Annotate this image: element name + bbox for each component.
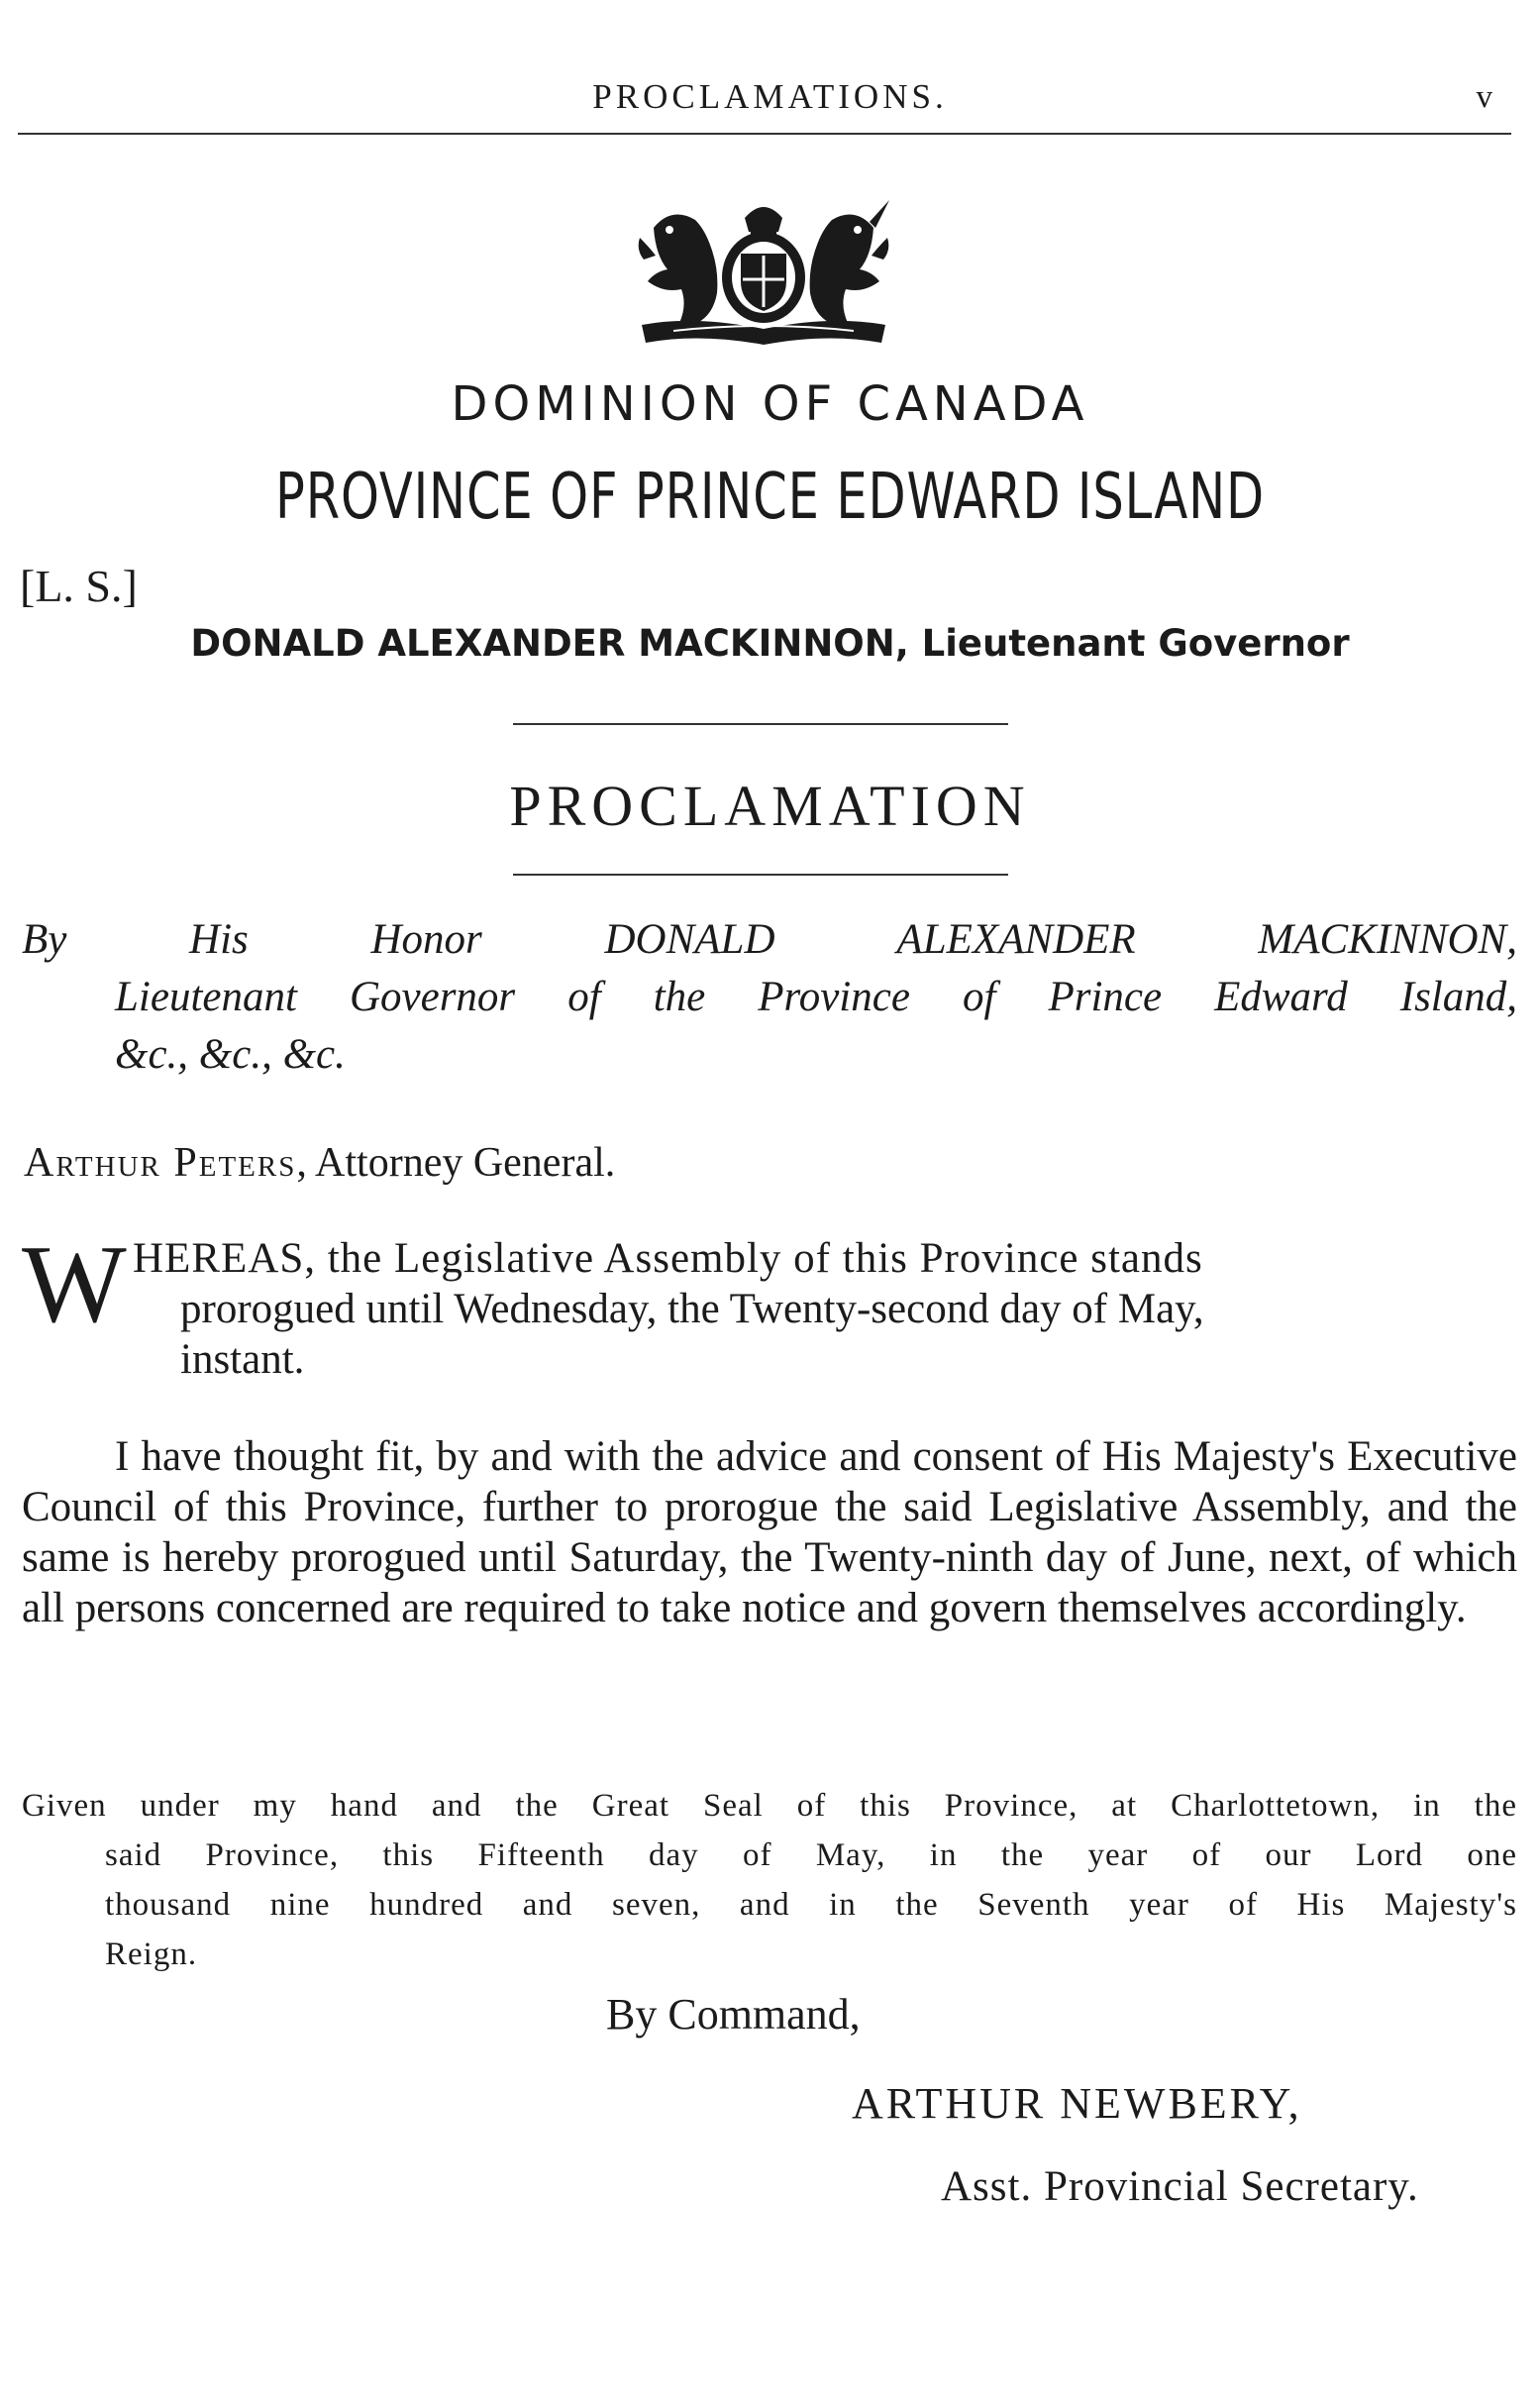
byline bbox=[22, 911, 1517, 1084]
given-clause bbox=[22, 1781, 1517, 1979]
signer-title: Asst. Provincial Secretary. bbox=[941, 2163, 1419, 2210]
whereas-line: HEREAS, the Legislative Assembly of this Province stands bbox=[133, 1235, 1203, 1282]
running-head bbox=[0, 77, 1540, 127]
attorney-title: , Attorney General. bbox=[296, 1140, 616, 1186]
dominion-heading: DOMINION OF CANADA bbox=[451, 376, 1089, 432]
page-number: v bbox=[1476, 79, 1492, 115]
governor-heading: DONALD ALEXANDER MACKINNON, Lieutenant Governor bbox=[190, 622, 1350, 665]
byline-line: Lieutenant Governor of the Province of Prince Edward Island, bbox=[115, 974, 1517, 1020]
divider-rule bbox=[513, 874, 1008, 876]
given-line: Reign. bbox=[105, 1937, 198, 1972]
attorney-name: Arthur Peters bbox=[24, 1140, 297, 1186]
divider-rule bbox=[513, 723, 1008, 725]
byline-line: By His Honor DONALD ALEXANDER MACKINNON, bbox=[22, 916, 1517, 963]
province-heading: PROVINCE OF PRINCE EDWARD ISLAND bbox=[275, 461, 1265, 534]
whereas-paragraph bbox=[22, 1223, 1517, 1385]
whereas-line: prorogued until Wednesday, the Twenty-second day of May, bbox=[180, 1286, 1204, 1332]
seal-mark: [L. S.] bbox=[20, 561, 138, 611]
running-title: PROCLAMATIONS. bbox=[592, 77, 948, 116]
given-line: Given under my hand and the Great Seal of this Province, at Charlottetown, in the bbox=[22, 1788, 1517, 1824]
signer-name: ARTHUR NEWBERY, bbox=[852, 2079, 1302, 2128]
whereas-line: instant. bbox=[180, 1336, 305, 1383]
byline-line: &c., &c., &c. bbox=[115, 1031, 346, 1078]
royal-coat-of-arms-icon bbox=[634, 198, 893, 347]
drop-cap: W bbox=[22, 1223, 127, 1346]
given-line: thousand nine hundred and seven, and in the Seventh year of His Majesty's bbox=[105, 1887, 1517, 1923]
body-paragraph: I have thought fit, by and with the advice and consent of His Majesty's Executive Council of this Province, further to prorogue the said Legislative Assembly, and the same is hereby prorogued until Saturday, the Twenty-ninth day of June, next, of which all persons concerned are required to take notice and govern themselves accordingly. bbox=[22, 1433, 1517, 1631]
header-rule bbox=[18, 133, 1511, 135]
proclamation-title: PROCLAMATION bbox=[509, 774, 1031, 838]
by-command: By Command, bbox=[606, 1990, 861, 2039]
attorney-line bbox=[24, 1139, 615, 1187]
given-line: said Province, this Fifteenth day of May, in the year of our Lord one bbox=[105, 1837, 1517, 1873]
